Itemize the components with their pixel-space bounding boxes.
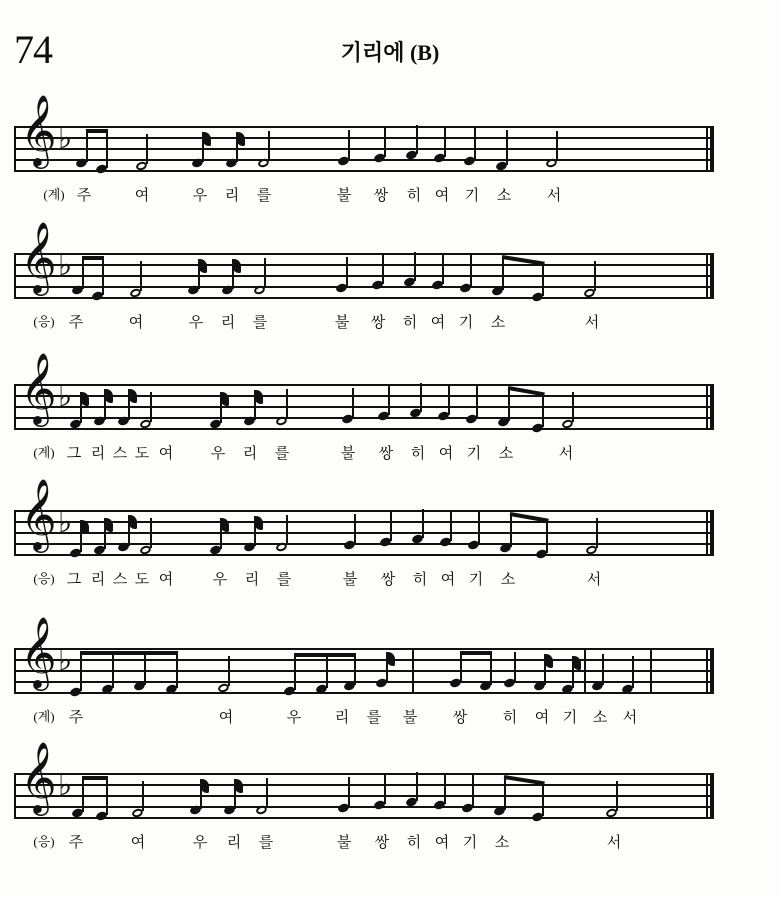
lyric-syllable: 불 bbox=[336, 188, 352, 204]
lyric-syllable: 불 bbox=[340, 446, 356, 462]
staff-line bbox=[14, 428, 714, 430]
lyric-syllable: 기 bbox=[464, 188, 480, 204]
music-system-2 bbox=[14, 220, 714, 331]
key-signature-flat-icon: ♭ bbox=[58, 505, 73, 540]
staff-line bbox=[14, 692, 714, 694]
treble-clef-icon: 𝄞 bbox=[20, 740, 57, 813]
music-system-6 bbox=[14, 740, 714, 851]
key-signature-flat-icon: ♭ bbox=[58, 248, 73, 283]
staff bbox=[14, 615, 714, 702]
note-stem bbox=[144, 652, 146, 685]
lyric-syllable: 여 bbox=[434, 188, 450, 204]
staff-line bbox=[14, 395, 714, 397]
beam bbox=[86, 129, 108, 133]
lyric-syllable: 쌍 bbox=[378, 446, 394, 462]
note-stem bbox=[106, 777, 108, 815]
key-signature-flat-icon: ♭ bbox=[58, 379, 73, 414]
staff-line bbox=[14, 648, 714, 650]
lyric-syllable: 여 bbox=[128, 315, 144, 331]
lyric-syllable: 서 bbox=[584, 315, 600, 331]
note-stem bbox=[286, 389, 288, 419]
note-stem bbox=[476, 386, 478, 418]
lyric-syllable: 리 bbox=[226, 835, 242, 851]
note-stem bbox=[150, 518, 152, 548]
barline bbox=[14, 384, 16, 429]
note-stem bbox=[352, 388, 354, 418]
lyric-syllable: 리 bbox=[242, 446, 258, 462]
lyric-syllable: 히 bbox=[412, 572, 428, 588]
note-stem bbox=[266, 778, 268, 808]
note-stem bbox=[510, 513, 512, 547]
note-stem bbox=[514, 652, 516, 682]
note-flag bbox=[232, 259, 241, 273]
note-flag bbox=[236, 132, 245, 146]
note-stem bbox=[102, 257, 104, 295]
staff-line bbox=[14, 510, 714, 512]
staff bbox=[14, 351, 714, 438]
lyric-syllable: (응) bbox=[33, 314, 55, 329]
beam bbox=[294, 653, 356, 657]
lyric-syllable: (응) bbox=[33, 834, 55, 849]
lyric-syllable: 주 bbox=[68, 710, 84, 726]
note-flag bbox=[200, 779, 209, 793]
note-stem bbox=[490, 652, 492, 685]
note-stem bbox=[82, 257, 84, 289]
lyric-syllable: 리 bbox=[90, 572, 106, 588]
note-stem bbox=[140, 261, 142, 291]
barline bbox=[412, 648, 414, 693]
note-stem bbox=[286, 515, 288, 545]
lyric-syllable: 주 bbox=[68, 835, 84, 851]
lyric-syllable: 여 bbox=[534, 710, 550, 726]
lyric-syllable: 를 bbox=[274, 446, 290, 462]
lyric-syllable: 기 bbox=[458, 315, 474, 331]
note-stem bbox=[546, 519, 548, 553]
lyric-syllable: 쌍 bbox=[370, 315, 386, 331]
note-stem bbox=[150, 392, 152, 422]
lyric-syllable: 리 bbox=[334, 710, 350, 726]
note-stem bbox=[146, 134, 148, 164]
barline bbox=[14, 510, 16, 555]
staff bbox=[14, 220, 714, 307]
note-stem bbox=[420, 383, 422, 412]
barline bbox=[584, 648, 586, 693]
lyric-syllable: 쌍 bbox=[374, 835, 390, 851]
music-system-3 bbox=[14, 351, 714, 462]
note-stem bbox=[616, 781, 618, 811]
note-flag bbox=[80, 392, 89, 406]
note-stem bbox=[602, 654, 604, 685]
lyric-syllable: 우 bbox=[210, 446, 226, 462]
note-stem bbox=[82, 777, 84, 812]
lyric-syllable: 스 bbox=[112, 572, 128, 588]
note-stem bbox=[450, 510, 452, 541]
staff-line bbox=[14, 670, 714, 672]
note-flag bbox=[234, 779, 243, 793]
staff-line bbox=[14, 126, 714, 128]
note-stem bbox=[384, 774, 386, 804]
lyric-syllable: 소 bbox=[592, 710, 608, 726]
note-stem bbox=[264, 258, 266, 288]
lyric-line bbox=[14, 442, 714, 464]
note-stem bbox=[502, 256, 504, 290]
note-stem bbox=[348, 130, 350, 160]
staff-line bbox=[14, 159, 714, 161]
note-stem bbox=[354, 653, 356, 685]
lyric-syllable: 불 bbox=[402, 710, 418, 726]
staff-line bbox=[14, 384, 714, 386]
note-stem bbox=[414, 252, 416, 281]
staff bbox=[14, 477, 714, 564]
lyric-syllable: 우 bbox=[286, 710, 302, 726]
lyric-syllable: (응) bbox=[33, 571, 55, 586]
lyric-syllable: 서 bbox=[558, 446, 574, 462]
note-flag bbox=[544, 654, 553, 668]
lyric-syllable: 기 bbox=[466, 446, 482, 462]
lyric-syllable: 쌍 bbox=[452, 710, 468, 726]
lyric-syllable: 도 bbox=[134, 446, 150, 462]
treble-clef-icon: 𝄞 bbox=[20, 220, 57, 293]
lyric-syllable: 기 bbox=[462, 835, 478, 851]
note-stem bbox=[106, 130, 108, 168]
lyric-syllable: 스 bbox=[112, 446, 128, 462]
lyric-syllable: 소 bbox=[500, 572, 516, 588]
lyric-syllable: 여 bbox=[158, 572, 174, 588]
lyric-syllable: 여 bbox=[434, 835, 450, 851]
note-stem bbox=[112, 652, 114, 688]
note-stem bbox=[422, 509, 424, 538]
note-stem bbox=[142, 781, 144, 811]
note-stem bbox=[354, 514, 356, 544]
lyric-syllable: 히 bbox=[402, 315, 418, 331]
lyric-syllable: 히 bbox=[406, 188, 422, 204]
staff-line bbox=[14, 554, 714, 556]
note-stem bbox=[384, 127, 386, 157]
staff-line bbox=[14, 806, 714, 808]
lyric-syllable: 여 bbox=[440, 572, 456, 588]
note-stem bbox=[504, 776, 506, 810]
lyric-syllable: 여 bbox=[134, 188, 150, 204]
lyric-syllable: 여 bbox=[130, 835, 146, 851]
staff-line bbox=[14, 253, 714, 255]
staff-line bbox=[14, 659, 714, 661]
lyric-syllable: 불 bbox=[334, 315, 350, 331]
treble-clef-icon: 𝄞 bbox=[20, 615, 57, 688]
staff-line bbox=[14, 264, 714, 266]
note-stem bbox=[444, 126, 446, 157]
note-stem bbox=[472, 775, 474, 807]
barline bbox=[14, 648, 16, 693]
note-stem bbox=[348, 777, 350, 807]
lyric-syllable: 불 bbox=[342, 572, 358, 588]
beam bbox=[82, 256, 104, 260]
note-flag bbox=[220, 392, 229, 406]
treble-clef-icon: 𝄞 bbox=[20, 351, 57, 424]
note-flag bbox=[254, 516, 263, 530]
lyric-syllable: 쌍 bbox=[380, 572, 396, 588]
beam bbox=[80, 651, 178, 655]
barline bbox=[650, 648, 652, 693]
lyric-syllable: 우 bbox=[188, 315, 204, 331]
note-stem bbox=[346, 257, 348, 287]
lyric-line bbox=[14, 706, 714, 728]
lyric-syllable: 여 bbox=[218, 710, 234, 726]
note-stem bbox=[508, 387, 510, 421]
note-stem bbox=[326, 654, 328, 688]
beam bbox=[82, 776, 108, 780]
lyric-syllable: 우 bbox=[192, 188, 208, 204]
lyric-syllable: 소 bbox=[498, 446, 514, 462]
lyric-syllable: 여 bbox=[430, 315, 446, 331]
note-stem bbox=[228, 656, 230, 686]
lyric-syllable: 리 bbox=[224, 188, 240, 204]
note-stem bbox=[268, 131, 270, 161]
note-flag bbox=[104, 389, 113, 403]
staff-line bbox=[14, 137, 714, 139]
note-flag bbox=[128, 389, 137, 403]
lyric-syllable: 를 bbox=[276, 572, 292, 588]
note-stem bbox=[416, 772, 418, 801]
lyric-syllable: 기 bbox=[468, 572, 484, 588]
lyric-syllable: 기 bbox=[562, 710, 578, 726]
lyric-syllable: 우 bbox=[212, 572, 228, 588]
lyric-syllable: 서 bbox=[606, 835, 622, 851]
music-system-1 bbox=[14, 93, 714, 204]
barline bbox=[14, 253, 16, 298]
lyric-syllable: 히 bbox=[406, 835, 422, 851]
note-flag bbox=[128, 515, 137, 529]
note-stem bbox=[382, 254, 384, 284]
note-stem bbox=[542, 782, 544, 816]
note-flag bbox=[254, 390, 263, 404]
staff bbox=[14, 93, 714, 180]
staff-line bbox=[14, 532, 714, 534]
lyric-syllable: 히 bbox=[410, 446, 426, 462]
note-stem bbox=[388, 385, 390, 415]
note-stem bbox=[542, 393, 544, 427]
lyric-syllable: 우 bbox=[192, 835, 208, 851]
lyric-syllable: (계) bbox=[33, 445, 55, 460]
lyric-syllable: 소 bbox=[494, 835, 510, 851]
lyric-line bbox=[14, 831, 714, 853]
staff-line bbox=[14, 773, 714, 775]
treble-clef-icon: 𝄞 bbox=[20, 477, 57, 550]
note-stem bbox=[542, 262, 544, 296]
lyric-line bbox=[14, 568, 714, 590]
music-system-4 bbox=[14, 477, 714, 588]
lyric-syllable: 서 bbox=[622, 710, 638, 726]
note-stem bbox=[594, 261, 596, 291]
note-stem bbox=[86, 130, 88, 162]
note-stem bbox=[448, 384, 450, 415]
barline bbox=[14, 126, 16, 171]
lyric-syllable: (계) bbox=[33, 709, 55, 724]
lyric-syllable: 히 bbox=[502, 710, 518, 726]
note-stem bbox=[572, 392, 574, 422]
lyric-syllable: 를 bbox=[252, 315, 268, 331]
lyric-syllable: 쌍 bbox=[373, 188, 389, 204]
lyric-syllable: (계) bbox=[43, 187, 65, 202]
note-flag bbox=[572, 656, 581, 670]
lyric-syllable: 소 bbox=[496, 188, 512, 204]
note-stem bbox=[474, 128, 476, 160]
note-stem bbox=[596, 518, 598, 548]
treble-clef-icon: 𝄞 bbox=[20, 93, 57, 166]
lyric-syllable: 도 bbox=[134, 572, 150, 588]
lyric-line bbox=[14, 184, 714, 206]
lyric-syllable: 리 bbox=[90, 446, 106, 462]
note-flag bbox=[198, 259, 207, 273]
lyric-syllable: 를 bbox=[258, 835, 274, 851]
barline bbox=[14, 773, 16, 818]
note-stem bbox=[390, 511, 392, 541]
note-flag bbox=[386, 652, 395, 666]
note-stem bbox=[556, 131, 558, 161]
lyric-line bbox=[14, 311, 714, 333]
note-stem bbox=[416, 125, 418, 154]
staff-line bbox=[14, 148, 714, 150]
lyric-syllable: 주 bbox=[76, 188, 92, 204]
staff-line bbox=[14, 297, 714, 299]
lyric-syllable: 를 bbox=[366, 710, 382, 726]
lyric-syllable: 를 bbox=[256, 188, 272, 204]
note-stem bbox=[460, 652, 462, 682]
staff-line bbox=[14, 170, 714, 172]
staff-line bbox=[14, 521, 714, 523]
lyric-syllable: 그 bbox=[66, 446, 82, 462]
note-flag bbox=[202, 132, 211, 146]
staff-line bbox=[14, 275, 714, 277]
staff bbox=[14, 740, 714, 827]
key-signature-flat-icon: ♭ bbox=[58, 121, 73, 156]
lyric-syllable: 여 bbox=[158, 446, 174, 462]
staff-line bbox=[14, 286, 714, 288]
lyric-syllable: 서 bbox=[586, 572, 602, 588]
note-stem bbox=[444, 773, 446, 804]
key-signature-flat-icon: ♭ bbox=[58, 768, 73, 803]
lyric-syllable: 여 bbox=[438, 446, 454, 462]
note-flag bbox=[80, 520, 89, 534]
beam bbox=[460, 651, 492, 655]
note-stem bbox=[632, 656, 634, 688]
page-number: 74 bbox=[14, 27, 52, 72]
note-stem bbox=[294, 654, 296, 690]
key-signature-flat-icon: ♭ bbox=[58, 643, 73, 678]
page-title: 기리에 (B) bbox=[340, 40, 440, 65]
lyric-syllable: 리 bbox=[244, 572, 260, 588]
note-stem bbox=[80, 652, 82, 691]
staff-line bbox=[14, 681, 714, 683]
staff-line bbox=[14, 795, 714, 797]
note-stem bbox=[442, 253, 444, 284]
note-flag bbox=[220, 518, 229, 532]
lyric-syllable: 불 bbox=[336, 835, 352, 851]
note-flag bbox=[104, 518, 113, 532]
lyric-syllable: 소 bbox=[490, 315, 506, 331]
lyric-syllable: 서 bbox=[546, 188, 562, 204]
staff-line bbox=[14, 784, 714, 786]
note-stem bbox=[506, 130, 508, 165]
note-stem bbox=[176, 652, 178, 688]
lyric-syllable: 주 bbox=[68, 315, 84, 331]
music-system-5 bbox=[14, 615, 714, 726]
lyric-syllable: 리 bbox=[220, 315, 236, 331]
note-stem bbox=[470, 255, 472, 287]
note-stem bbox=[478, 512, 480, 544]
staff-line bbox=[14, 406, 714, 408]
lyric-syllable: 그 bbox=[66, 572, 82, 588]
